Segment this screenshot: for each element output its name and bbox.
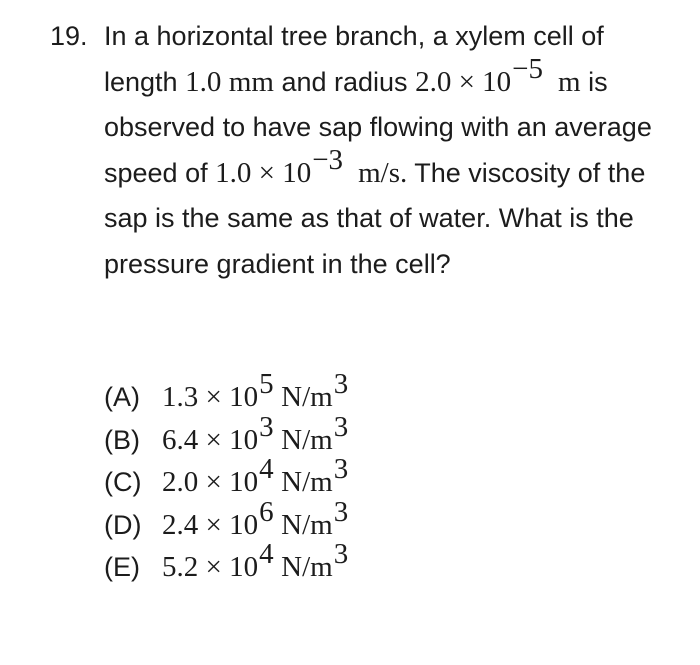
length-unit: mm [228,65,274,98]
choice-exponent: 6 [259,495,274,528]
speed-mantissa: 1.0 × 10 [215,156,312,189]
choice-b[interactable] [104,410,349,462]
question-text-segment-3: is observed to have sap flowing with an average speed of [104,66,652,188]
speed-exponent: −3 [312,143,344,176]
choice-exponent: 4 [259,453,274,485]
choice-unit-exponent: 3 [333,453,349,485]
choice-a[interactable] [104,368,349,419]
choice-label: (C) [104,467,142,497]
choice-mantissa: 6.4 × 10 [162,423,259,456]
choice-unit: N/m [281,508,333,541]
choice-exponent: 3 [259,410,274,443]
choice-d[interactable] [104,495,349,547]
choice-unit: N/m [281,381,333,413]
question-text [104,14,684,287]
question-number: 19. [50,21,88,51]
question-text-segment-2: and radius [273,66,416,97]
radius-exponent: −5 [512,52,544,85]
choice-exponent: 4 [259,538,274,570]
choice-e[interactable] [104,538,349,589]
choice-unit-exponent: 3 [333,368,349,400]
answer-choices [104,368,349,589]
choice-label: (B) [104,424,140,455]
speed-unit: m/s. [358,156,408,189]
choice-unit-exponent: 3 [333,538,349,570]
choice-mantissa: 2.4 × 10 [162,508,259,541]
radius-mantissa: 2.0 × 10 [415,65,512,98]
choice-c[interactable] [104,453,349,504]
choice-unit: N/m [281,551,333,583]
question-text-segment-1: In a horizontal tree branch, a xylem cell of length [104,21,604,97]
choice-exponent: 5 [259,368,274,400]
length-value: 1.0 [185,65,222,98]
choice-unit-exponent: 3 [333,410,349,443]
choice-label: (D) [104,509,142,540]
choice-mantissa: 5.2 × 10 [162,551,259,583]
question-text-segment-4: The viscosity of the sap is the same as that of water. What is the pressure gradient in the cell? [104,157,646,279]
choice-unit: N/m [281,466,333,498]
choice-unit-exponent: 3 [333,495,349,528]
choice-mantissa: 1.3 × 10 [162,381,259,413]
radius-unit: m [558,65,581,98]
choice-unit: N/m [281,423,333,456]
choice-mantissa: 2.0 × 10 [162,466,259,498]
choice-label: (A) [104,382,140,412]
choice-label: (E) [104,552,140,582]
